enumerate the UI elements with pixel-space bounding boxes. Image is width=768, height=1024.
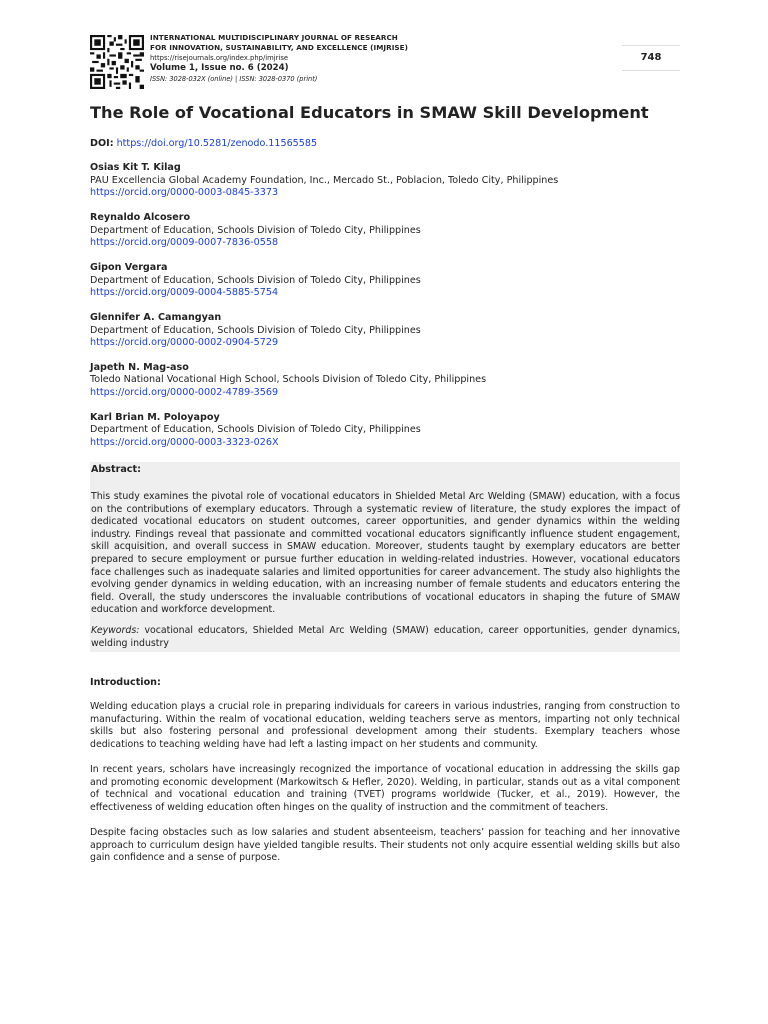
author-name: Gipon Vergara bbox=[90, 261, 168, 273]
keywords-line bbox=[90, 617, 680, 652]
abstract-section bbox=[90, 462, 680, 652]
journal-header bbox=[90, 33, 680, 91]
author-affiliation: Department of Education, Schools Division of Toledo City, Philippines bbox=[90, 424, 421, 436]
author-orcid-link[interactable]: https://orcid.org/0000-0003-0845-3373 bbox=[90, 187, 279, 199]
journal-url[interactable]: https://risejournals.org/index.php/imjrise bbox=[150, 53, 289, 62]
doi-link[interactable]: https://doi.org/10.5281/zenodo.11565585 bbox=[116, 138, 318, 149]
doi-label: DOI: bbox=[90, 138, 114, 149]
author-name: Japeth N. Mag-aso bbox=[90, 361, 189, 373]
author-entry bbox=[90, 262, 680, 300]
author-entry bbox=[90, 412, 680, 450]
journal-title-line2: FOR INNOVATION, SUSTAINABILITY, AND EXCELLENCE (IMJRISE) bbox=[150, 42, 408, 52]
author-orcid-link[interactable]: https://orcid.org/0000-0002-0904-5729 bbox=[90, 337, 279, 349]
author-orcid-link[interactable]: https://orcid.org/0000-0002-4789-3569 bbox=[90, 387, 279, 399]
doi-line bbox=[90, 138, 317, 149]
introduction-paragraph: Welding education plays a crucial role in preparing individuals for careers in various industries, ranging from construction to manufacturing. Within the realm of vocational education, welding teachers serve as mentors, imparting not only technical skills but also fostering personal and professional development among their students. Exemplary teachers whose dedications to teaching welding have had left a lasting impact on her students and community. bbox=[90, 701, 680, 750]
author-entry bbox=[90, 312, 680, 350]
volume-issue: Volume 1, Issue no. 6 (2024) bbox=[150, 62, 289, 73]
author-affiliation: Department of Education, Schools Division of Toledo City, Philippines bbox=[90, 274, 421, 286]
abstract-heading: Abstract: bbox=[91, 464, 141, 475]
author-entry bbox=[90, 162, 680, 200]
author-entry bbox=[90, 362, 680, 400]
article-title: The Role of Vocational Educators in SMAW Skill Development bbox=[90, 103, 649, 122]
introduction-paragraph: In recent years, scholars have increasingly recognized the importance of vocational education in addressing the skills gap and promoting economic development (Markowitsch & Hefler, 2020). Welding, in particular, stands out as a vital component of technical and vocational education and training (TVET) programs worldwide (Tucker, et al., 2019). However, the effectiveness of welding education often hinges on the quality of instruction and the commitment of teachers. bbox=[90, 763, 680, 813]
keywords-label: Keywords: bbox=[91, 624, 140, 636]
author-entry bbox=[90, 212, 680, 250]
abstract-text: This study examines the pivotal role of vocational educators in Shielded Metal Arc Welding (SMAW) education, with a focus on the contributions of exemplary educators. Through a systematic review of literature, the study explores the impact of dedicated vocational educators on student outcomes, career opportunities, and gender dynamics within the welding industry. Findings reveal that passionate and committed vocational educators significantly influence student engagement, skill acquisition, and overall success in SMAW education. Moreover, students taught by exemplary educators are better prepared to secure employment or pursue further education in welding-related industries. However, vocational educators face challenges such as inadequate salaries and limited opportunities for career advancement. The study also highlights the evolving gender dynamics in welding education, with an increasing number of female students and educators entering the field. Overall, the study underscores the invaluable contributions of vocational educators in shaping the future of SMAW education and workforce development. bbox=[91, 491, 680, 616]
author-orcid-link[interactable]: https://orcid.org/0009-0004-5885-5754 bbox=[90, 287, 279, 299]
journal-title-line1: INTERNATIONAL MULTIDISCIPLINARY JOURNAL OF RESEARCH bbox=[150, 33, 398, 42]
keywords-text: vocational educators, Shielded Metal Arc Welding (SMAW) education, career opportunities, gender dynamics, welding industry bbox=[91, 624, 680, 649]
introduction-section bbox=[90, 677, 680, 877]
author-list bbox=[90, 162, 680, 462]
author-orcid-link[interactable]: https://orcid.org/0009-0007-7836-0558 bbox=[90, 237, 279, 249]
author-name: Glennifer A. Camangyan bbox=[90, 311, 222, 323]
author-affiliation: Toledo National Vocational High School, Schools Division of Toledo City, Philippines bbox=[90, 374, 487, 386]
author-affiliation: Department of Education, Schools Division of Toledo City, Philippines bbox=[90, 224, 421, 236]
journal-info bbox=[150, 33, 590, 84]
author-affiliation: PAU Excellencia Global Academy Foundation, Inc., Mercado St., Poblacion, Toledo City, Philippines bbox=[90, 174, 559, 186]
page-number: 748 bbox=[622, 45, 680, 71]
author-orcid-link[interactable]: https://orcid.org/0000-0003-3323-026X bbox=[90, 437, 279, 449]
author-affiliation: Department of Education, Schools Division of Toledo City, Philippines bbox=[90, 324, 421, 336]
introduction-heading: Introduction: bbox=[90, 677, 161, 688]
introduction-paragraph: Despite facing obstacles such as low salaries and student absenteeism, teachers’ passion for teaching and her innovative approach to curriculum design have yielded tangible results. Their students not only acquire essential welding skills but also gain confidence and a sense of purpose. bbox=[90, 826, 680, 864]
author-name: Reynaldo Alcosero bbox=[90, 211, 191, 223]
author-name: Karl Brian M. Poloyapoy bbox=[90, 411, 220, 423]
issn-line: ISSN: 3028-032X (online) | ISSN: 3028-0370 (print) bbox=[150, 74, 318, 83]
qr-code-icon[interactable] bbox=[90, 35, 144, 89]
author-name: Osias Kit T. Kilag bbox=[90, 162, 181, 173]
